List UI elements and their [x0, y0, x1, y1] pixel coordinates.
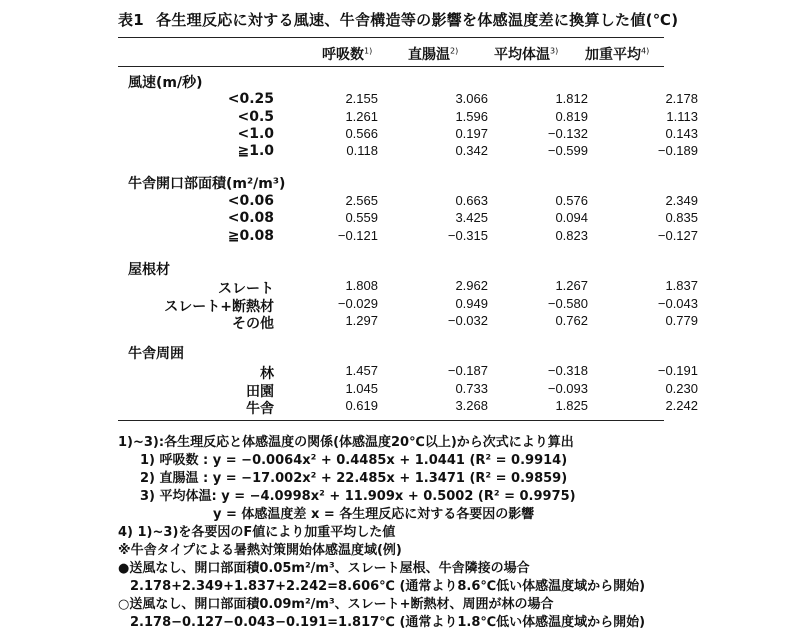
top-rule	[118, 37, 664, 38]
col-header-rectal-temp: 直腸温$^{2)}$	[408, 46, 459, 63]
footnote-example-1-condition: ●送風なし、開口部面積0.05m²/m³、スレート屋根、牛舎隣接の場合	[118, 561, 530, 576]
col-header-respiration: 呼吸数$^{1)}$	[322, 46, 373, 63]
table-number: 表1	[118, 11, 145, 29]
table-row: スレート+断熱材 −0.029 0.949 −0.580 −0.043	[164, 296, 698, 315]
footnote-formula-respiration: 1) 呼吸数 : y = −0.0064x² + 0.4485x + 1.0441 (R² = 0.9914)	[140, 453, 568, 468]
section-title-wind-speed: 風速(m/秒)	[128, 75, 203, 91]
footnote-example-2-condition: ○送風なし、開口部面積0.09m²/m³、スレート+断熱材、周囲が林の場合	[118, 597, 554, 612]
table-row: その他 1.297 −0.032 0.762 0.779	[232, 313, 698, 332]
footnote-variable-definitions: y = 体感温度差 x = 各生理反応に対する各要因の影響	[213, 507, 535, 522]
footnote-formula-rectal: 2) 直腸温 : y = −17.002x² + 22.485x + 1.3471 (R² = 0.9859)	[140, 471, 568, 486]
footnote-derivation: 1)~3):各生理反応と体感温度の関係(体感温度20℃以上)から次式により算出	[118, 435, 574, 450]
table-row: ≧0.08 −0.121 −0.315 0.823 −0.127	[227, 228, 698, 244]
table-row: <0.5 1.261 1.596 0.819 1.113	[237, 109, 698, 125]
table-row: <0.08 0.559 3.425 0.094 0.835	[227, 210, 698, 226]
footnote-formula-body-temp: 3) 平均体温: y = −4.0998x² + 11.909x + 0.5002 (R² = 0.9975)	[140, 489, 576, 504]
table-title	[118, 9, 678, 30]
table-row: 牛舎 0.619 3.268 1.825 2.242	[246, 398, 698, 417]
footnote-example-1-calc: 2.178+2.349+1.837+2.242=8.606℃ (通常より8.6℃低い体感温度域から開始)	[130, 579, 646, 594]
section-title-roof-material: 屋根材	[128, 262, 170, 278]
col-header-mean-body-temp: 平均体温$^{3)}$	[494, 46, 559, 63]
col-header-weighted-mean: 加重平均$^{4)}$	[585, 46, 650, 63]
table-row: スレート 1.808 2.962 1.267 1.837	[218, 278, 698, 297]
table-caption: 各生理反応に対する風速、牛舎構造等の影響を体感温度差に換算した値(℃)	[156, 11, 679, 29]
footnote-example-2-calc: 2.178−0.127−0.043−0.191=1.817℃ (通常より1.8℃低い体感温度域から開始)	[130, 615, 646, 630]
section-title-surroundings: 牛舎周囲	[128, 346, 184, 362]
footnote-weighted-mean: 4) 1)~3)を各要因のF値により加重平均した値	[118, 525, 396, 540]
footnote-example-heading: ※牛舎タイプによる暑熱対策開始体感温度域(例)	[118, 543, 402, 558]
table-row: 林 1.457 −0.187 −0.318 −0.191	[260, 363, 698, 382]
table-row: ≧1.0 0.118 0.342 −0.599 −0.189	[237, 143, 698, 159]
table-row: <1.0 0.566 0.197 −0.132 0.143	[237, 126, 698, 142]
bottom-rule	[118, 420, 664, 421]
table-row: 田園 1.045 0.733 −0.093 0.230	[246, 381, 698, 400]
header-rule	[118, 66, 664, 67]
section-title-opening-area: 牛舎開口部面積(m²/m³)	[128, 176, 286, 192]
table-row: <0.06 2.565 0.663 0.576 2.349	[227, 193, 698, 209]
table-row: <0.25 2.155 3.066 1.812 2.178	[227, 91, 698, 107]
